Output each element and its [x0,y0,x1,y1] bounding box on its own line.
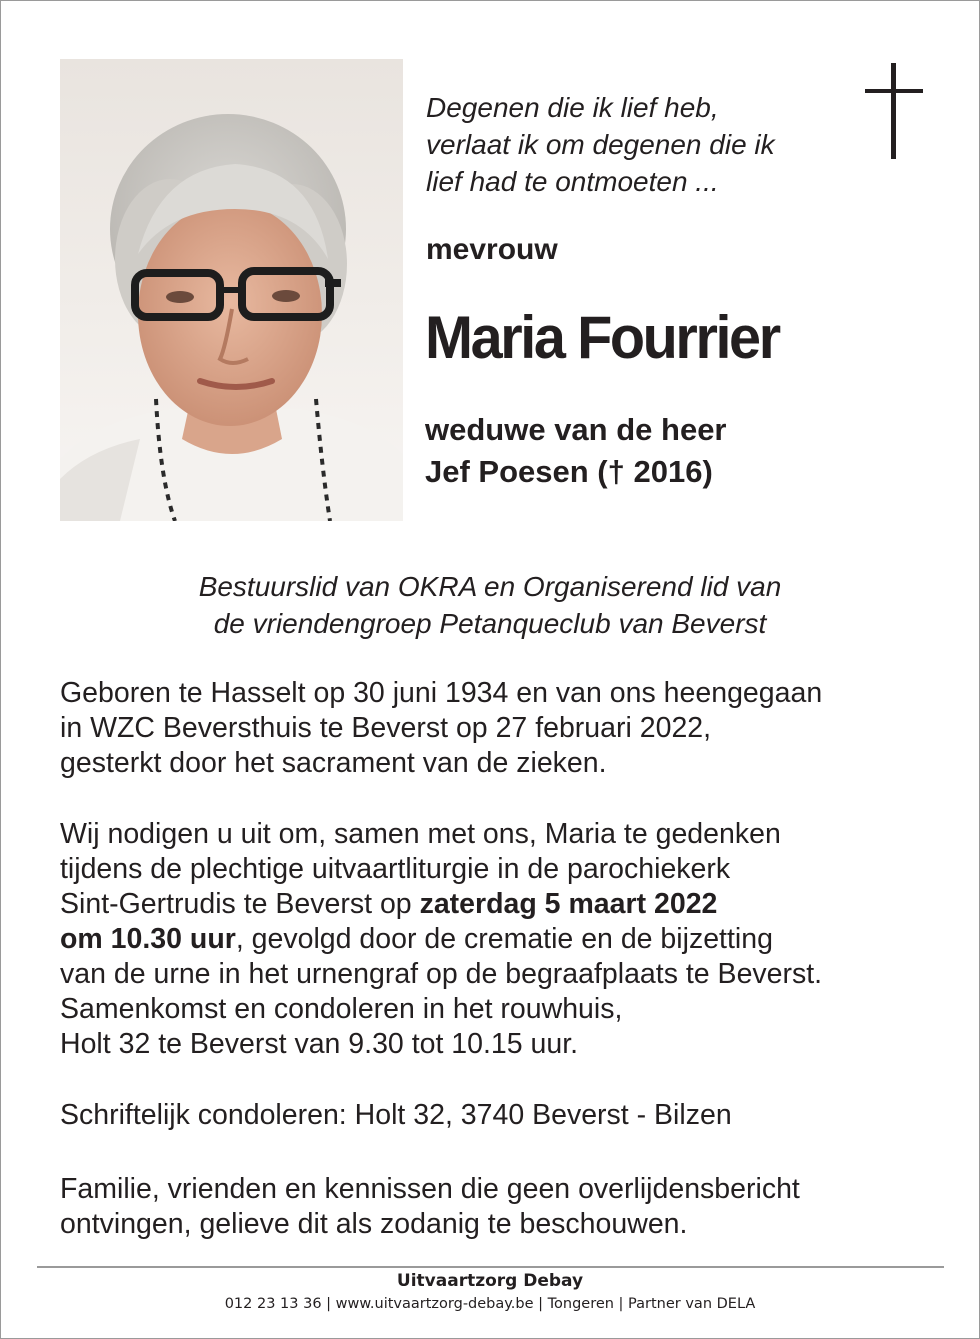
quote-line: Degenen die ik lief heb, [426,92,719,123]
paragraph-line: Holt 32 te Beverst van 9.30 tot 10.15 uur. [60,1028,579,1060]
paragraph-text: , gevolgd door de crematie en de bijzetting [235,923,773,955]
paragraph-line: Wij nodigen u uit om, samen met ons, Maria te gedenken [60,818,781,850]
paragraph-line: ontvingen, gelieve dit als zodanig te beschouwen. [60,1208,688,1240]
membership-line: Bestuurslid van OKRA en Organiserend lid van [198,571,782,602]
paragraph-line: gesterkt door het sacrament van de zieken. [60,747,607,779]
birth-paragraph [60,676,940,781]
portrait-photo [60,59,403,521]
footer-divider [37,1266,944,1268]
spouse-line: weduwe van de heer [425,412,727,447]
honorific: mevrouw [426,233,558,266]
latin-cross-icon [865,63,923,159]
funeral-time: om 10.30 uur [60,923,236,955]
memorial-quote [426,89,846,200]
condolence-address [60,1098,940,1133]
membership-line: de vriendengroep Petanqueclub van Beverst [213,608,767,639]
portrait-illustration [60,59,403,521]
notice-paragraph [60,1172,940,1242]
deceased-name: Maria Fourrier [425,304,779,371]
paragraph-line: Samenkomst en condoleren in het rouwhuis, [60,993,623,1025]
paragraph-line: Geboren te Hasselt op 30 juni 1934 en van ons heengegaan [60,677,823,709]
quote-line: verlaat ik om degenen die ik [426,129,775,160]
spouse-info [425,409,727,493]
funeral-home-name: Uitvaartzorg Debay [396,1271,584,1291]
funeral-home-contact: 012 23 13 36 | www.uitvaartzorg-debay.be | Tongeren | Partner van DELA [224,1296,756,1312]
funeral-date: zaterdag 5 maart 2022 [419,888,718,920]
membership-info [1,568,979,642]
paragraph-line: tijdens de plechtige uitvaartliturgie in de parochiekerk [60,853,731,885]
paragraph-line: Familie, vrienden en kennissen die geen overlijdensbericht [60,1173,800,1205]
paragraph-line [60,887,940,922]
paragraph-line: in WZC Beversthuis te Beverst op 27 februari 2022, [60,712,712,744]
quote-line: lief had te ontmoeten ... [426,166,719,197]
paragraph-line [60,922,940,957]
spouse-line: Jef Poesen († 2016) [425,454,713,489]
paragraph-line: Schriftelijk condoleren: Holt 32, 3740 Beverst - Bilzen [60,1099,732,1131]
invitation-paragraph [60,817,940,1062]
paragraph-text: Sint-Gertrudis te Beverst op [60,888,420,920]
paragraph-line: van de urne in het urnengraf op de begraafplaats te Beverst. [60,958,823,990]
